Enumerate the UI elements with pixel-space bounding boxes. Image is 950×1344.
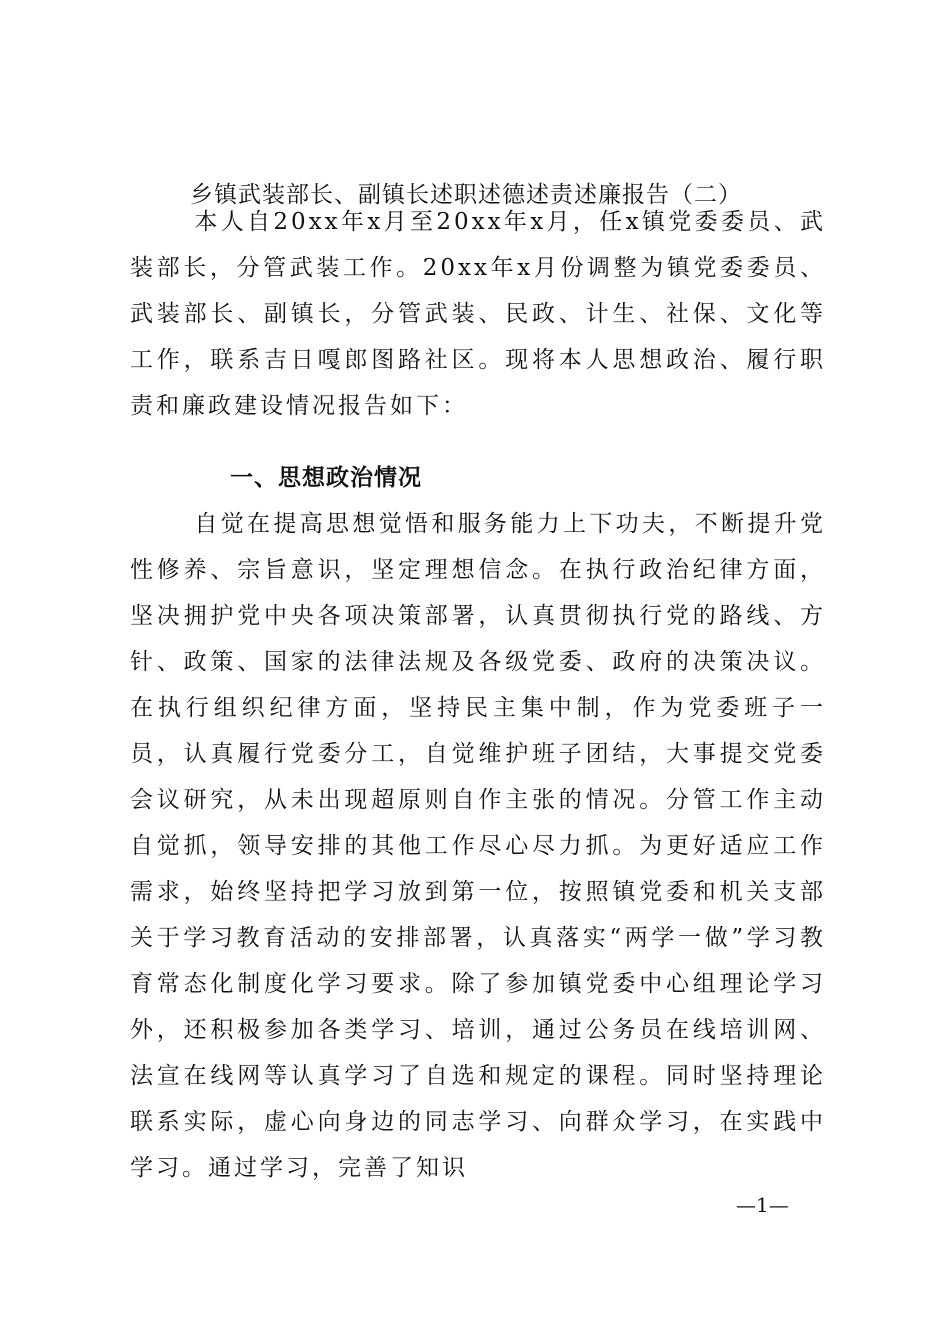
document-title: 乡镇武装部长、副镇长述职述德述责述廉报告（二） [190, 182, 742, 208]
intro-paragraph: 本人自20xx年x月至20xx年x月，任x镇党委委员、武装部长，分管武装工作。20xx年x月份调整为镇党委委员、武装部长、副镇长，分管武装、民政、计生、社保、文化等工作，联系吉日嘎郎图路社区。现将本人思想政治、履行职责和廉政建设情况报告如下： [130, 209, 826, 419]
page-number: —1— [736, 1193, 789, 1217]
section-heading: 一、思想政治情况 [230, 465, 422, 491]
body-paragraph: 自觉在提高思想觉悟和服务能力上下功夫，不断提升党性修养、宗旨意识，坚定理想信念。在执行政治纪律方面，坚决拥护党中央各项决策部署，认真贯彻执行党的路线、方针、政策、国家的法律法规及各级党委、政府的决策决议。在执行组织纪律方面，坚持民主集中制，作为党委班子一员，认真履行党委分工，自觉维护班子团结，大事提交党委会议研究，从未出现超原则自作主张的情况。分管工作主动自觉抓，领导安排的其他工作尽心尽力抓。为更好适应工作需求，始终坚持把学习放到第一位，按照镇党委和机关支部关于学习教育活动的安排部署，认真落实“两学一做”学习教育常态化制度化学习要求。除了参加镇党委中心组理论学习外，还积极参加各类学习、培训，通过公务员在线培训网、法宣在线网等认真学习了自选和规定的课程。同时坚持理论联系实际，虚心向身边的同志学习、向群众学习，在实践中学习。通过学习，完善了知识 [130, 511, 826, 1181]
